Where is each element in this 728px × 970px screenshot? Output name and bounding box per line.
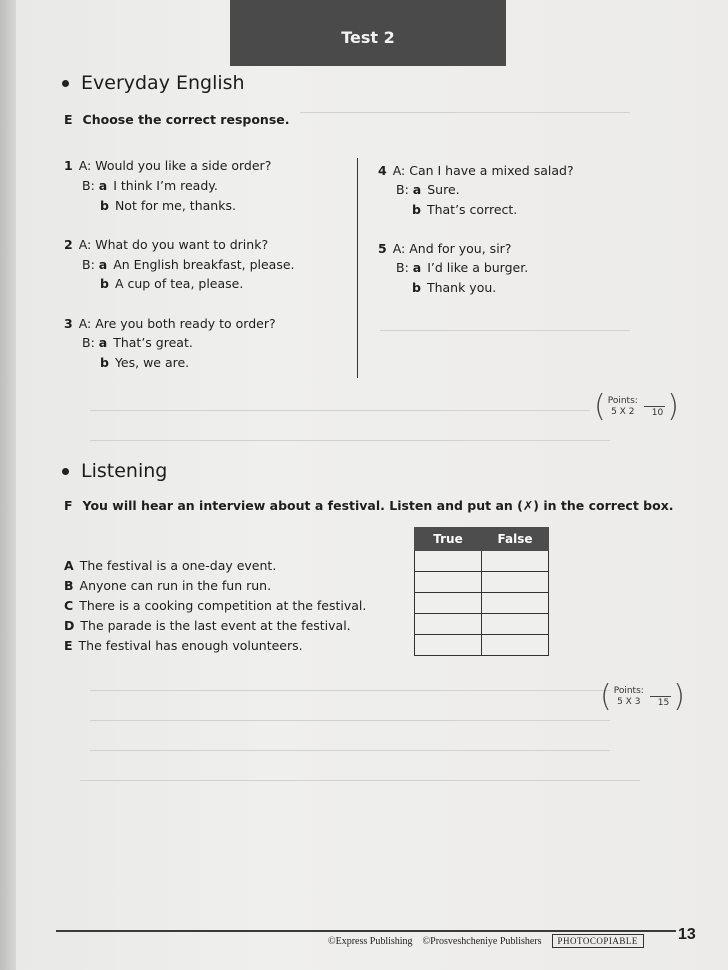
section-e-instruction bbox=[64, 112, 290, 127]
question-2-option-b[interactable] bbox=[100, 276, 243, 291]
answer-box-c-true[interactable] bbox=[415, 593, 482, 614]
question-number: 2 bbox=[64, 237, 73, 252]
section-f-letter: F bbox=[64, 498, 73, 513]
option-letter: a bbox=[98, 257, 108, 272]
answer-box-a-false[interactable] bbox=[482, 551, 549, 572]
worksheet-page bbox=[16, 0, 728, 970]
option-text: A cup of tea, please. bbox=[114, 276, 244, 291]
question-number: 4 bbox=[378, 163, 387, 178]
close-paren: ) bbox=[667, 389, 679, 424]
publisher-credit-2: ©Prosveshcheniye Publishers bbox=[422, 935, 542, 947]
prompt-text: A: What do you want to drink? bbox=[78, 237, 269, 252]
open-paren: ( bbox=[600, 679, 612, 714]
option-text: Yes, we are. bbox=[114, 355, 190, 370]
prompt-text: A: Can I have a mixed salad? bbox=[392, 163, 574, 178]
page-binding-edge bbox=[0, 0, 16, 970]
option-text: Thank you. bbox=[426, 280, 497, 295]
question-1-prompt bbox=[64, 158, 271, 173]
speaker-b: B: bbox=[82, 257, 95, 272]
statement-c bbox=[64, 598, 366, 613]
statement-text: The parade is the last event at the festival. bbox=[80, 618, 351, 633]
prompt-text: A: Would you like a side order? bbox=[78, 158, 272, 173]
bleed-line bbox=[80, 780, 640, 781]
statement-letter: E bbox=[64, 638, 73, 653]
statement-text: The festival is a one-day event. bbox=[79, 558, 277, 573]
section-f-heading bbox=[62, 460, 167, 482]
option-letter: a bbox=[98, 178, 108, 193]
footer bbox=[328, 934, 644, 948]
statement-a bbox=[64, 558, 276, 573]
statement-letter: B bbox=[64, 578, 74, 593]
answer-box-b-false[interactable] bbox=[482, 572, 549, 593]
question-3-option-a[interactable] bbox=[82, 335, 193, 350]
section-e-heading bbox=[62, 72, 245, 94]
speaker-b: B: bbox=[396, 182, 409, 197]
option-text: I’d like a burger. bbox=[427, 260, 529, 275]
option-text: An English breakfast, please. bbox=[113, 257, 295, 272]
bleed-line bbox=[90, 690, 610, 691]
option-text: Sure. bbox=[427, 182, 460, 197]
bleed-line bbox=[300, 112, 630, 113]
option-letter: b bbox=[100, 276, 109, 291]
bleed-line bbox=[90, 440, 610, 441]
prompt-text: A: And for you, sir? bbox=[392, 241, 512, 256]
section-f-points bbox=[600, 679, 685, 714]
question-5-option-b[interactable] bbox=[412, 280, 496, 295]
speaker-b: B: bbox=[396, 260, 409, 275]
question-1-option-b[interactable] bbox=[100, 198, 236, 213]
points-label: Points: bbox=[607, 396, 638, 406]
question-2-prompt bbox=[64, 237, 268, 252]
answer-box-b-true[interactable] bbox=[415, 572, 482, 593]
speaker-b: B: bbox=[82, 335, 95, 350]
section-f-instruction bbox=[64, 498, 674, 513]
open-paren: ( bbox=[594, 389, 606, 424]
prompt-text: A: Are you both ready to order? bbox=[78, 316, 276, 331]
question-1-option-a[interactable] bbox=[82, 178, 218, 193]
statement-letter: C bbox=[64, 598, 74, 613]
question-number: 3 bbox=[64, 316, 73, 331]
question-3-option-b[interactable] bbox=[100, 355, 189, 370]
option-letter: a bbox=[98, 335, 108, 350]
option-letter: b bbox=[100, 198, 109, 213]
points-label: Points: bbox=[613, 686, 644, 696]
false-column-header: False bbox=[482, 528, 549, 551]
option-text: Not for me, thanks. bbox=[114, 198, 236, 213]
bleed-line bbox=[90, 410, 590, 411]
section-f-instruction-text: You will hear an interview about a festival. Listen and put an (✗) in the correct box. bbox=[82, 498, 674, 513]
photocopiable-badge: PHOTOCOPIABLE bbox=[552, 934, 644, 948]
question-number: 5 bbox=[378, 241, 387, 256]
option-letter: a bbox=[412, 260, 422, 275]
answer-box-a-true[interactable] bbox=[415, 551, 482, 572]
column-divider bbox=[357, 158, 358, 378]
bullet-icon bbox=[62, 468, 69, 475]
test-title-banner bbox=[230, 0, 506, 66]
statement-letter: A bbox=[64, 558, 74, 573]
answer-box-d-false[interactable] bbox=[482, 614, 549, 635]
footer-rule bbox=[56, 930, 676, 932]
page-number: 13 bbox=[678, 926, 696, 943]
option-letter: b bbox=[412, 280, 421, 295]
section-e-points bbox=[594, 389, 679, 424]
option-letter: a bbox=[412, 182, 422, 197]
close-paren: ) bbox=[673, 679, 685, 714]
statement-d bbox=[64, 618, 351, 633]
statement-text: The festival has enough volunteers. bbox=[78, 638, 303, 653]
question-2-option-a[interactable] bbox=[82, 257, 295, 272]
test-title: Test 2 bbox=[341, 27, 395, 47]
statement-letter: D bbox=[64, 618, 75, 633]
option-text: That’s correct. bbox=[426, 202, 518, 217]
bullet-icon bbox=[62, 80, 69, 87]
section-e-instruction-text: Choose the correct response. bbox=[82, 112, 290, 127]
answer-box-e-true[interactable] bbox=[415, 635, 482, 656]
bleed-line bbox=[90, 720, 610, 721]
points-formula: 5 X 2 bbox=[611, 407, 635, 417]
bleed-line bbox=[90, 750, 610, 751]
speaker-b: B: bbox=[82, 178, 95, 193]
points-total: 10 bbox=[644, 406, 665, 418]
question-4-option-b[interactable] bbox=[412, 202, 517, 217]
option-letter: b bbox=[100, 355, 109, 370]
option-text: That’s great. bbox=[113, 335, 193, 350]
true-column-header: True bbox=[415, 528, 482, 551]
statement-e bbox=[64, 638, 303, 653]
section-f-heading-text: Listening bbox=[81, 460, 168, 482]
section-e-letter: E bbox=[64, 112, 73, 127]
answer-box-e-false[interactable] bbox=[482, 635, 549, 656]
question-5-option-a[interactable] bbox=[396, 260, 528, 275]
statement-b bbox=[64, 578, 271, 593]
section-e-heading-text: Everyday English bbox=[81, 72, 245, 94]
question-4-option-a[interactable] bbox=[396, 182, 460, 197]
question-5-prompt bbox=[378, 241, 511, 256]
option-text: I think I’m ready. bbox=[113, 178, 218, 193]
option-letter: b bbox=[412, 202, 421, 217]
question-3-prompt bbox=[64, 316, 276, 331]
answer-box-d-true[interactable] bbox=[415, 614, 482, 635]
true-false-table bbox=[414, 527, 549, 656]
bleed-line bbox=[380, 330, 630, 331]
answer-box-c-false[interactable] bbox=[482, 593, 549, 614]
question-4-prompt bbox=[378, 163, 574, 178]
publisher-credit-1: ©Express Publishing bbox=[328, 935, 413, 947]
statement-text: Anyone can run in the fun run. bbox=[79, 578, 272, 593]
points-total: 15 bbox=[650, 696, 671, 708]
points-formula: 5 X 3 bbox=[617, 697, 641, 707]
question-number: 1 bbox=[64, 158, 73, 173]
statement-text: There is a cooking competition at the festival. bbox=[79, 598, 367, 613]
